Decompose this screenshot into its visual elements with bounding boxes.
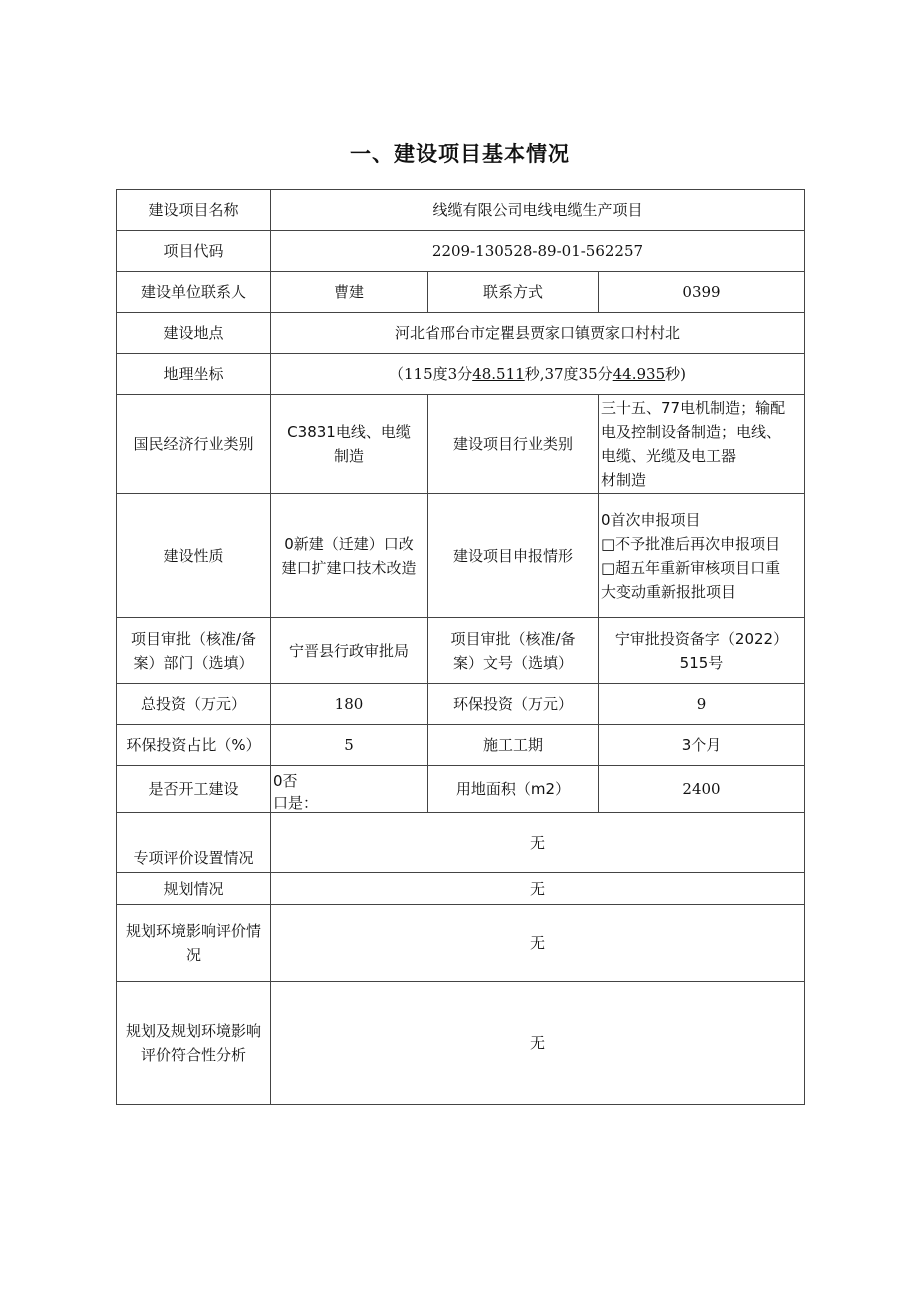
- env-investment-label: 环保投资（万元）: [428, 684, 599, 725]
- planning-env-value: 无: [271, 905, 805, 982]
- row-investment: [117, 684, 805, 725]
- industry-label: 国民经济行业类别: [117, 395, 271, 494]
- planning-compliance-value: 无: [271, 982, 805, 1105]
- apply-value: [599, 494, 805, 618]
- industry-category-line: 三十五、77电机制造；输配: [601, 399, 786, 417]
- approval-doc-value-line2: 515号: [679, 653, 724, 672]
- total-investment-label: 总投资（万元）: [117, 684, 271, 725]
- industry-category-line: 电缆、光缆及电工器: [601, 447, 737, 465]
- coordinates-value: [271, 354, 805, 395]
- project-name-value: 线缆有限公司电线电缆生产项目: [271, 190, 805, 231]
- row-planning-env: [117, 905, 805, 982]
- approval-doc-label-line2: 案）文号（选填）: [452, 653, 573, 672]
- project-info-table: [116, 189, 805, 1105]
- planning-env-label-line1: 规划环境影响评价情: [125, 922, 261, 940]
- row-nature: [117, 494, 805, 618]
- contact-method-value: 0399: [599, 272, 805, 313]
- contact-label: 建设单位联系人: [117, 272, 271, 313]
- special-eval-value: 无: [271, 813, 805, 873]
- row-project-name: [117, 190, 805, 231]
- started-option-no: 0否: [273, 772, 298, 790]
- industry-category-label: 建设项目行业类别: [428, 395, 599, 494]
- apply-option-line: □超五年重新审核项目口重: [601, 558, 781, 577]
- approval-doc-label-line1: 项目审批（核准/备: [450, 629, 576, 648]
- approval-doc-label: [428, 618, 599, 684]
- page-title: 一、建设项目基本情况: [350, 142, 570, 166]
- apply-option-line: □不予批准后再次申报项目: [601, 534, 781, 553]
- started-options: [271, 766, 428, 813]
- approval-dept-label-line2: 案）部门（选填）: [133, 653, 254, 672]
- approval-dept-label: [117, 618, 271, 684]
- coord-open: （115度3分: [389, 365, 473, 383]
- planning-compliance-label-line2: 评价符合性分析: [140, 1046, 246, 1064]
- construction-period-value: 3个月: [599, 725, 805, 766]
- approval-dept-label-line1: 项目审批（核准/备: [130, 629, 257, 648]
- contact-method-label: 联系方式: [428, 272, 599, 313]
- planning-env-label-line2: 况: [185, 946, 201, 964]
- row-planning-compliance: [117, 982, 805, 1105]
- location-label: 建设地点: [117, 313, 271, 354]
- row-planning: [117, 873, 805, 905]
- coord-seconds-1: 48.511: [472, 365, 525, 383]
- row-industry: [117, 395, 805, 494]
- approval-dept-value: 宁晋县行政审批局: [271, 618, 428, 684]
- industry-category-value: [599, 395, 805, 494]
- row-contact: [117, 272, 805, 313]
- row-location: [117, 313, 805, 354]
- special-eval-label: 专项评价设置情况: [117, 813, 271, 873]
- nature-value-line1: 0新建（迁建）口改: [284, 534, 414, 553]
- construction-period-label: 施工工期: [428, 725, 599, 766]
- industry-category-line: 材制造: [601, 471, 647, 489]
- row-special-eval: [117, 813, 805, 873]
- apply-label: 建设项目申报情形: [428, 494, 599, 618]
- row-coordinates: [117, 354, 805, 395]
- industry-category-line: 电及控制设备制造；电线、: [601, 423, 782, 441]
- coordinates-label: 地理坐标: [117, 354, 271, 395]
- project-code-label: 项目代码: [117, 231, 271, 272]
- planning-label: 规划情况: [117, 873, 271, 905]
- industry-value: [271, 395, 428, 494]
- location-value: 河北省邢台市定瞿县贾家口镇贾家口村村北: [271, 313, 805, 354]
- env-ratio-label: 环保投资占比（%）: [117, 725, 271, 766]
- land-area-value: 2400: [599, 766, 805, 813]
- nature-value-line2: 建口扩建口技术改造: [281, 558, 417, 577]
- planning-value: 无: [271, 873, 805, 905]
- row-project-code: [117, 231, 805, 272]
- land-area-label: 用地面积（m2）: [428, 766, 599, 813]
- apply-option-line: 0首次申报项目: [601, 510, 701, 529]
- project-code-value: 2209-130528-89-01-562257: [271, 231, 805, 272]
- coord-mid: 秒,37度35分: [524, 365, 613, 383]
- started-label: 是否开工建设: [117, 766, 271, 813]
- project-name-label: 建设项目名称: [117, 190, 271, 231]
- approval-doc-value: [599, 618, 805, 684]
- contact-name: 曹建: [271, 272, 428, 313]
- row-approval: [117, 618, 805, 684]
- planning-env-label: [117, 905, 271, 982]
- nature-label: 建设性质: [117, 494, 271, 618]
- approval-doc-value-line1: 宁审批投资备字（2022）: [614, 629, 789, 648]
- total-investment-value: 180: [271, 684, 428, 725]
- env-investment-value: 9: [599, 684, 805, 725]
- apply-option-line: 大变动重新报批项目: [601, 582, 737, 601]
- started-option-yes: 口是：: [273, 794, 319, 810]
- planning-compliance-label-line1: 规划及规划环境影响: [125, 1022, 261, 1040]
- nature-value: [271, 494, 428, 618]
- row-ratio: [117, 725, 805, 766]
- industry-value-line1: C3831电线、电缆: [287, 423, 411, 441]
- industry-value-line2: 制造: [333, 447, 364, 465]
- coord-close: 秒): [665, 365, 686, 383]
- row-started: [117, 766, 805, 813]
- planning-compliance-label: [117, 982, 271, 1105]
- env-ratio-value: 5: [271, 725, 428, 766]
- coord-seconds-2: 44.935: [612, 365, 666, 383]
